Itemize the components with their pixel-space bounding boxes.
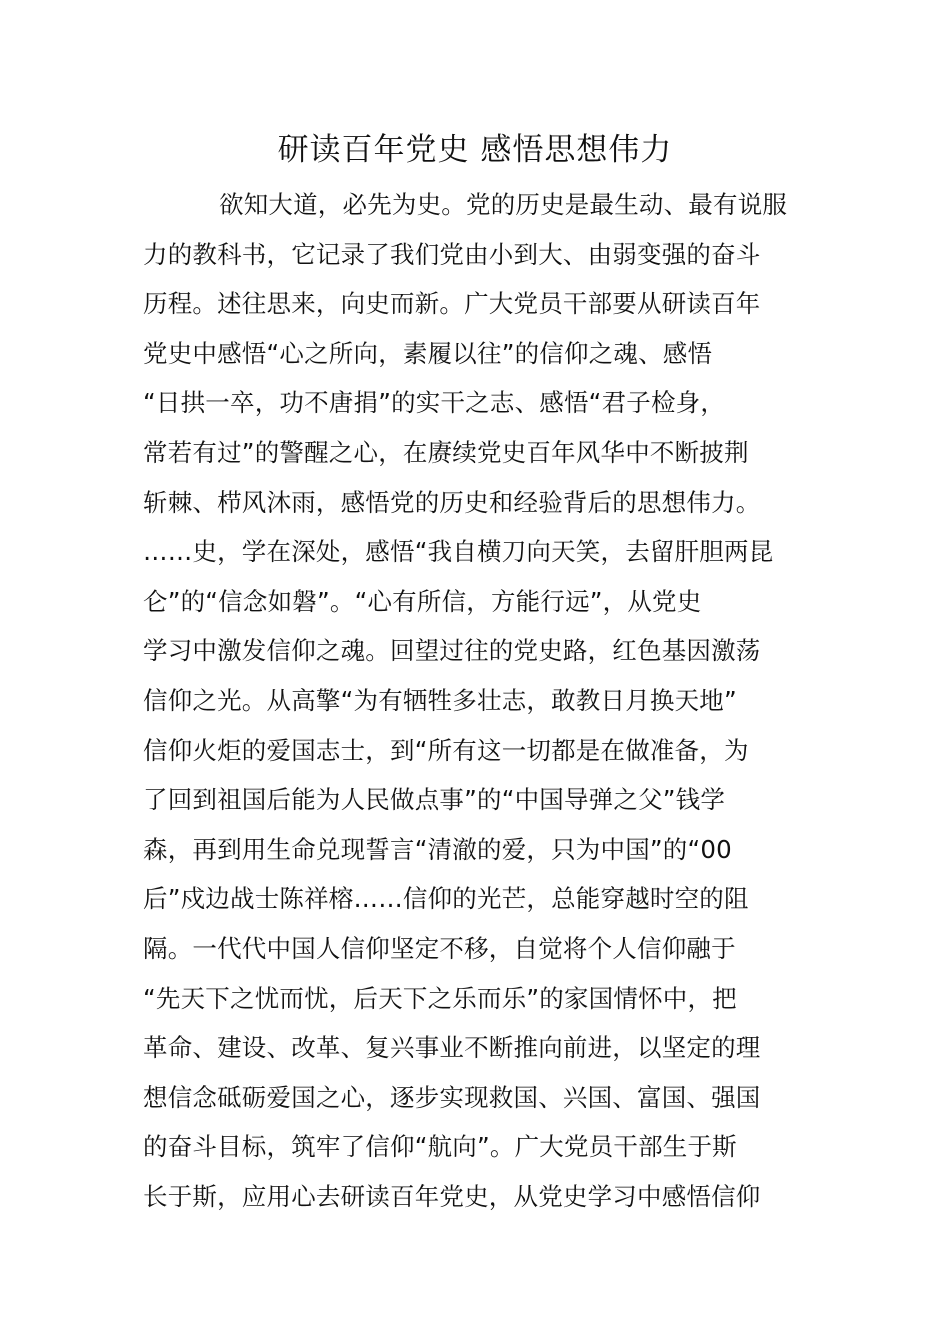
paragraph-line: 隔。一代代中国人信仰坚定不移，自觉将个人信仰融于 bbox=[143, 933, 736, 963]
paragraph-line: ……史，学在深处，感悟“我自横刀向天笑，去留肝胆两昆 bbox=[143, 537, 774, 567]
paragraph-line: 党史中感悟“心之所向，素履以往”的信仰之魂、感悟 bbox=[143, 338, 713, 368]
paragraph-line: 森，再到用生命兑现誓言“清澈的爱，只为中国”的“00 bbox=[143, 834, 732, 864]
paragraph-line: 欲知大道，必先为史。党的历史是最生动、最有说服 bbox=[219, 190, 788, 219]
paragraph-line: 长于斯，应用心去研读百年党史，从党史学习中感悟信仰 bbox=[143, 1181, 761, 1211]
paragraph-line: 仑”的“信念如磐”。“心有所信，方能行远”，从党史 bbox=[143, 586, 702, 616]
paragraph-line: 后”戍边战士陈祥榕……信仰的光芒，总能穿越时空的阻 bbox=[143, 884, 749, 914]
paragraph-line: 历程。述往思来，向史而新。广大党员干部要从研读百年 bbox=[143, 289, 761, 319]
paragraph-line: 的奋斗目标，筑牢了信仰“航向”。广大党员干部生于斯 bbox=[143, 1132, 737, 1162]
paragraph-line: 斩棘、栉风沐雨，感悟党的历史和经验背后的思想伟力。 bbox=[143, 487, 761, 517]
document-body bbox=[143, 180, 813, 1221]
paragraph-line: 力的教科书，它记录了我们党由小到大、由弱变强的奋斗 bbox=[143, 239, 761, 269]
paragraph-line: 信仰火炬的爱国志士，到“所有这一切都是在做准备，为 bbox=[143, 735, 749, 765]
paragraph-line: 革命、建设、改革、复兴事业不断推向前进，以坚定的理 bbox=[143, 1033, 761, 1063]
paragraph-line: “先天下之忧而忧，后天下之乐而乐”的家国情怀中，把 bbox=[143, 983, 737, 1013]
document-title: 研读百年党史 感悟思想伟力 bbox=[277, 132, 673, 168]
paragraph-line: 信仰之光。从高擎“为有牺牲多壮志，敢教日月换天地” bbox=[143, 685, 737, 715]
paragraph-line: 想信念砥砺爱国之心，逐步实现救国、兴国、富国、强国 bbox=[143, 1082, 761, 1112]
paragraph-line: 常若有过”的警醒之心，在赓续党史百年风华中不断披荆 bbox=[143, 437, 749, 467]
paragraph-line: 学习中激发信仰之魂。回望过往的党史路，红色基因激荡 bbox=[143, 636, 761, 666]
paragraph-line: 了回到祖国后能为人民做点事”的“中国导弹之父”钱学 bbox=[143, 785, 726, 815]
paragraph-line: “日拱一卒，功不唐捐”的实干之志、感悟“君子检身， bbox=[143, 388, 726, 418]
